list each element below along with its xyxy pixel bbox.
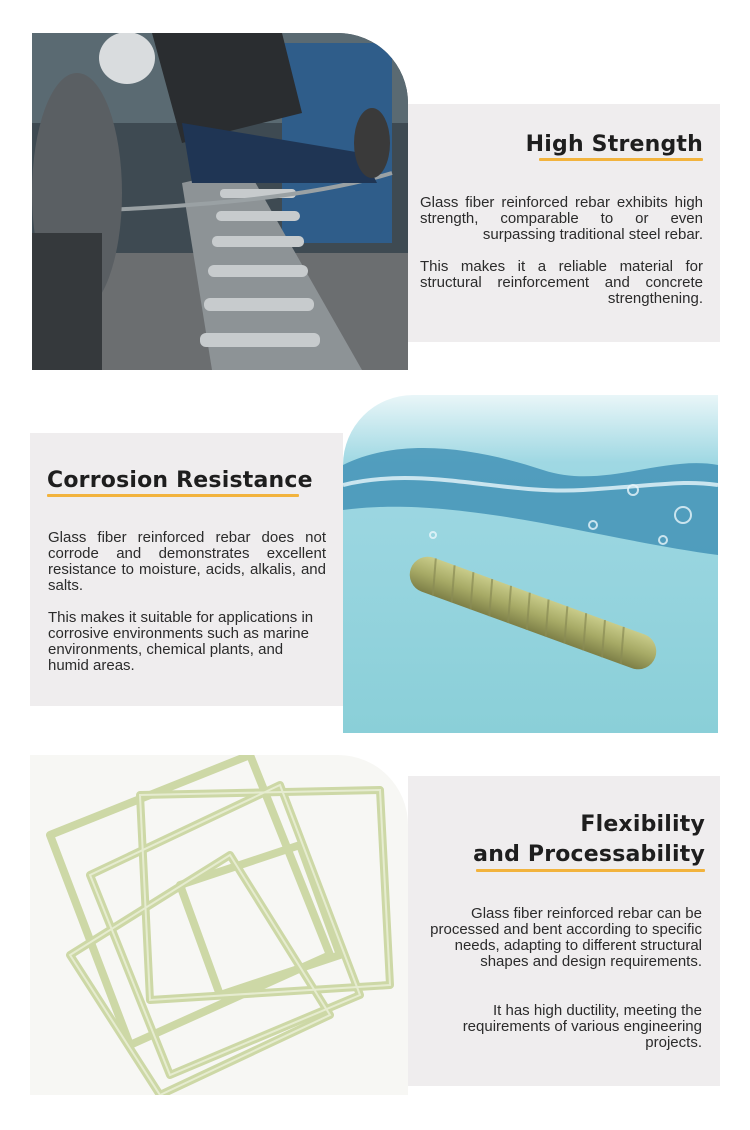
flexibility-heading-line-1: Flexibility bbox=[580, 812, 705, 837]
high-strength-paragraph-1: Glass fiber reinforced rebar exhibits high strength, comparable to or even surpassing traditional steel rebar. bbox=[420, 194, 703, 243]
corrosion-resistance-heading: Corrosion Resistance bbox=[47, 468, 313, 493]
worker-bending-rebar-photo bbox=[32, 33, 408, 370]
high-strength-paragraph-2: This makes it a reliable material for structural reinforcement and concrete strengthening. bbox=[420, 258, 703, 307]
bent-square-stirrups-photo bbox=[30, 755, 408, 1095]
heading-underline bbox=[476, 869, 705, 872]
corrosion-resistance-paragraph-2: This makes it suitable for applications in corrosive environments such as marine environments, chemical plants, and humid areas. bbox=[48, 609, 314, 674]
flexibility-paragraph-1: Glass fiber reinforced rebar can be processed and bent according to specific needs, adapting to different structural shapes and design requirements. bbox=[430, 905, 702, 970]
flexibility-paragraph-2: It has high ductility, meeting the requirements of various engineering projects. bbox=[462, 1002, 702, 1051]
heading-underline bbox=[47, 494, 299, 497]
high-strength-heading: High Strength bbox=[525, 132, 703, 157]
heading-underline bbox=[539, 158, 703, 161]
flexibility-heading-line-2: and Processability bbox=[473, 842, 705, 867]
rebar-underwater-photo bbox=[343, 395, 718, 733]
corrosion-resistance-paragraph-1: Glass fiber reinforced rebar does not corrode and demonstrates excellent resistance to moisture, acids, alkalis, and salts. bbox=[48, 529, 326, 594]
